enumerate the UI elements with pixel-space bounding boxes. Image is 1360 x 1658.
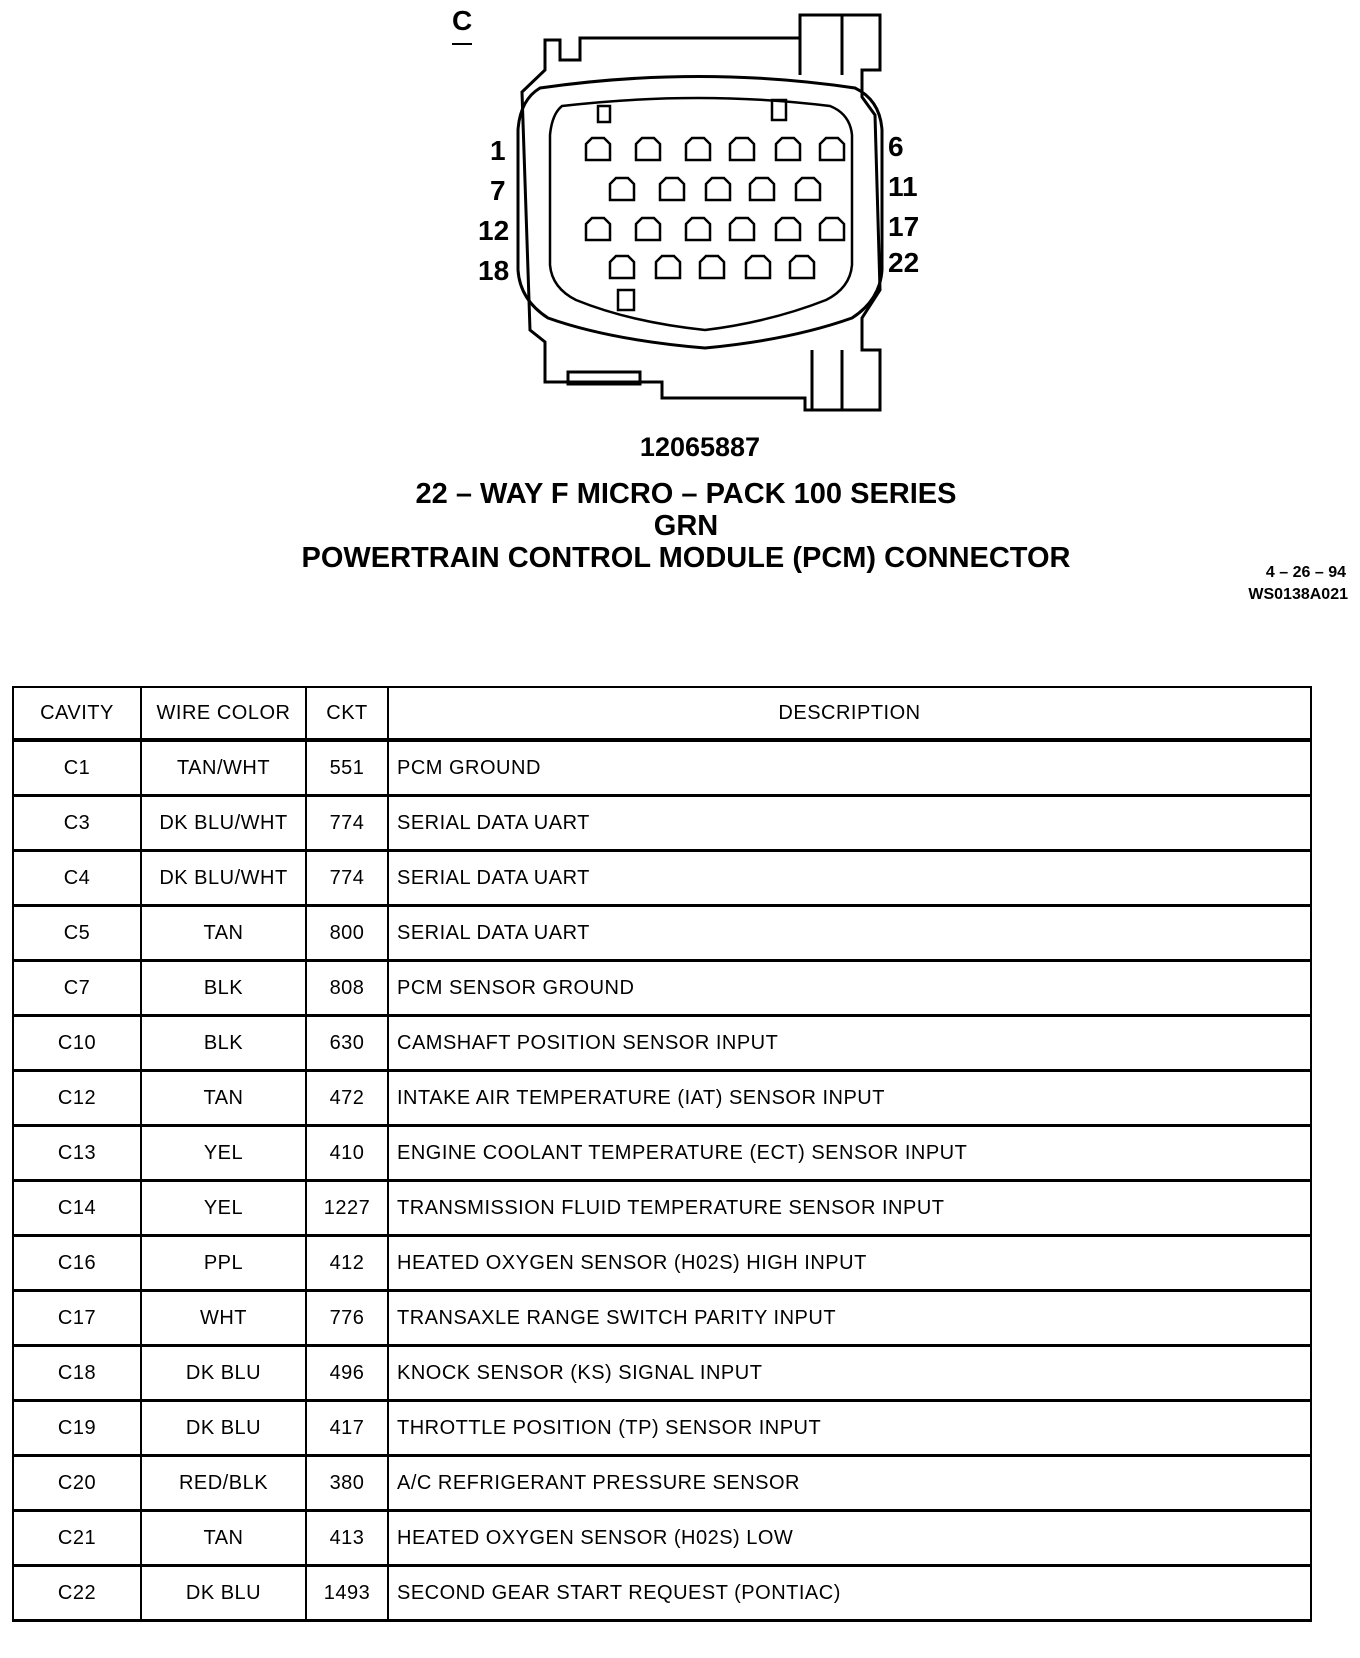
cell-description: SERIAL DATA UART xyxy=(388,796,1311,851)
pin-cavity xyxy=(820,218,844,240)
cell-wire-color: TAN xyxy=(141,1511,306,1566)
pin-cavity xyxy=(686,218,710,240)
pin-label-18: 18 xyxy=(478,255,510,286)
connector-diagram xyxy=(0,0,1360,420)
cell-wire-color: BLK xyxy=(141,1016,306,1071)
cell-wire-color: YEL xyxy=(141,1181,306,1236)
header-description: DESCRIPTION xyxy=(388,687,1311,740)
table-row xyxy=(13,1126,1311,1181)
cell-ckt: 412 xyxy=(306,1236,388,1291)
pin-label-11: 11 xyxy=(888,171,918,202)
cell-wire-color: RED/BLK xyxy=(141,1456,306,1511)
part-number: 12065887 xyxy=(639,432,761,462)
table-row xyxy=(13,1291,1311,1346)
cell-ckt: 472 xyxy=(306,1071,388,1126)
cell-ckt: 800 xyxy=(306,906,388,961)
cell-ckt: 410 xyxy=(306,1126,388,1181)
cell-wire-color: DK BLU/WHT xyxy=(141,796,306,851)
pin-cavity xyxy=(730,218,754,240)
cell-description: A/C REFRIGERANT PRESSURE SENSOR xyxy=(388,1456,1311,1511)
cell-cavity: C1 xyxy=(13,740,141,796)
pin-cavity xyxy=(586,138,610,160)
pin-cavity xyxy=(636,218,660,240)
table-row xyxy=(13,906,1311,961)
table-header-row xyxy=(13,687,1311,740)
cell-wire-color: DK BLU xyxy=(141,1566,306,1621)
view-label: C xyxy=(452,5,473,36)
pinout-table xyxy=(12,686,1312,1622)
cell-description: SERIAL DATA UART xyxy=(388,851,1311,906)
cell-description: SERIAL DATA UART xyxy=(388,906,1311,961)
cell-description: TRANSAXLE RANGE SWITCH PARITY INPUT xyxy=(388,1291,1311,1346)
pin-cavity xyxy=(776,218,800,240)
cell-ckt: 630 xyxy=(306,1016,388,1071)
cell-wire-color: WHT xyxy=(141,1291,306,1346)
pin-cavity xyxy=(586,218,610,240)
cell-description: PCM GROUND xyxy=(388,740,1311,796)
cell-cavity: C16 xyxy=(13,1236,141,1291)
cell-ckt: 417 xyxy=(306,1401,388,1456)
cell-cavity: C18 xyxy=(13,1346,141,1401)
pin-cavity xyxy=(776,138,800,160)
cell-ckt: 1493 xyxy=(306,1566,388,1621)
table-row xyxy=(13,796,1311,851)
cell-wire-color: PPL xyxy=(141,1236,306,1291)
cell-description: ENGINE COOLANT TEMPERATURE (ECT) SENSOR INPUT xyxy=(388,1126,1311,1181)
pin-cavity xyxy=(686,138,710,160)
cell-cavity: C21 xyxy=(13,1511,141,1566)
cell-description: INTAKE AIR TEMPERATURE (IAT) SENSOR INPUT xyxy=(388,1071,1311,1126)
table-row xyxy=(13,1071,1311,1126)
cell-description: THROTTLE POSITION (TP) SENSOR INPUT xyxy=(388,1401,1311,1456)
table-row xyxy=(13,1181,1311,1236)
pin-cavity xyxy=(750,178,774,200)
date-code: 4 – 26 – 94 xyxy=(1265,564,1346,581)
cell-description: HEATED OXYGEN SENSOR (H02S) HIGH INPUT xyxy=(388,1236,1311,1291)
cell-description: SECOND GEAR START REQUEST (PONTIAC) xyxy=(388,1566,1311,1621)
cell-wire-color: DK BLU/WHT xyxy=(141,851,306,906)
pin-cavity xyxy=(796,178,820,200)
cell-wire-color: DK BLU xyxy=(141,1401,306,1456)
table-row xyxy=(13,1346,1311,1401)
cell-ckt: 1227 xyxy=(306,1181,388,1236)
cell-cavity: C4 xyxy=(13,851,141,906)
pin-cavity xyxy=(730,138,754,160)
connector-title-line1: 22 – WAY F MICRO – PACK 100 SERIES xyxy=(415,478,957,510)
cell-cavity: C12 xyxy=(13,1071,141,1126)
header-ckt: CKT xyxy=(306,687,388,740)
cell-wire-color: BLK xyxy=(141,961,306,1016)
cell-description: TRANSMISSION FLUID TEMPERATURE SENSOR INPUT xyxy=(388,1181,1311,1236)
table-row xyxy=(13,1236,1311,1291)
pin-cavity xyxy=(610,178,634,200)
header-wire-color: WIRE COLOR xyxy=(141,687,306,740)
table-row xyxy=(13,1401,1311,1456)
cell-wire-color: TAN xyxy=(141,906,306,961)
pin-cavity xyxy=(656,256,680,278)
cell-wire-color: DK BLU xyxy=(141,1346,306,1401)
cell-ckt: 551 xyxy=(306,740,388,796)
table-row xyxy=(13,961,1311,1016)
table-row xyxy=(13,1511,1311,1566)
cell-cavity: C17 xyxy=(13,1291,141,1346)
cell-ckt: 774 xyxy=(306,851,388,906)
cell-ckt: 413 xyxy=(306,1511,388,1566)
cell-wire-color: TAN xyxy=(141,1071,306,1126)
cell-cavity: C20 xyxy=(13,1456,141,1511)
pin-cavity xyxy=(660,178,684,200)
pin-cavity xyxy=(820,138,844,160)
pin-cavity xyxy=(610,256,634,278)
cell-ckt: 774 xyxy=(306,796,388,851)
cell-description: HEATED OXYGEN SENSOR (H02S) LOW xyxy=(388,1511,1311,1566)
cell-cavity: C3 xyxy=(13,796,141,851)
connector-housing xyxy=(518,15,882,410)
figure-id: WS0138A021 xyxy=(1248,586,1348,603)
table-row xyxy=(13,1016,1311,1071)
cell-cavity: C7 xyxy=(13,961,141,1016)
table-row xyxy=(13,1566,1311,1621)
header-cavity: CAVITY xyxy=(13,687,141,740)
connector-color: GRN xyxy=(653,510,719,542)
cell-cavity: C22 xyxy=(13,1566,141,1621)
cell-description: KNOCK SENSOR (KS) SIGNAL INPUT xyxy=(388,1346,1311,1401)
pin-cavity xyxy=(746,256,770,278)
pin-label-1: 1 xyxy=(490,135,506,166)
cell-wire-color: YEL xyxy=(141,1126,306,1181)
pin-cavities xyxy=(586,138,844,278)
cell-cavity: C10 xyxy=(13,1016,141,1071)
connector-name: POWERTRAIN CONTROL MODULE (PCM) CONNECTOR xyxy=(301,542,1071,574)
cell-description: CAMSHAFT POSITION SENSOR INPUT xyxy=(388,1016,1311,1071)
pin-cavity xyxy=(790,256,814,278)
cell-ckt: 496 xyxy=(306,1346,388,1401)
cell-cavity: C14 xyxy=(13,1181,141,1236)
pin-label-12: 12 xyxy=(478,215,510,246)
pin-label-17: 17 xyxy=(888,211,920,242)
pin-label-6: 6 xyxy=(888,131,904,162)
cell-ckt: 808 xyxy=(306,961,388,1016)
cell-wire-color: TAN/WHT xyxy=(141,740,306,796)
cell-cavity: C5 xyxy=(13,906,141,961)
table-row xyxy=(13,851,1311,906)
pin-cavity xyxy=(706,178,730,200)
pin-label-22: 22 xyxy=(888,247,920,278)
cell-ckt: 776 xyxy=(306,1291,388,1346)
table-row xyxy=(13,1456,1311,1511)
pin-cavity xyxy=(700,256,724,278)
cell-ckt: 380 xyxy=(306,1456,388,1511)
cell-cavity: C13 xyxy=(13,1126,141,1181)
pin-label-7: 7 xyxy=(490,175,506,206)
cell-description: PCM SENSOR GROUND xyxy=(388,961,1311,1016)
table-row xyxy=(13,740,1311,796)
pin-cavity xyxy=(636,138,660,160)
cell-cavity: C19 xyxy=(13,1401,141,1456)
